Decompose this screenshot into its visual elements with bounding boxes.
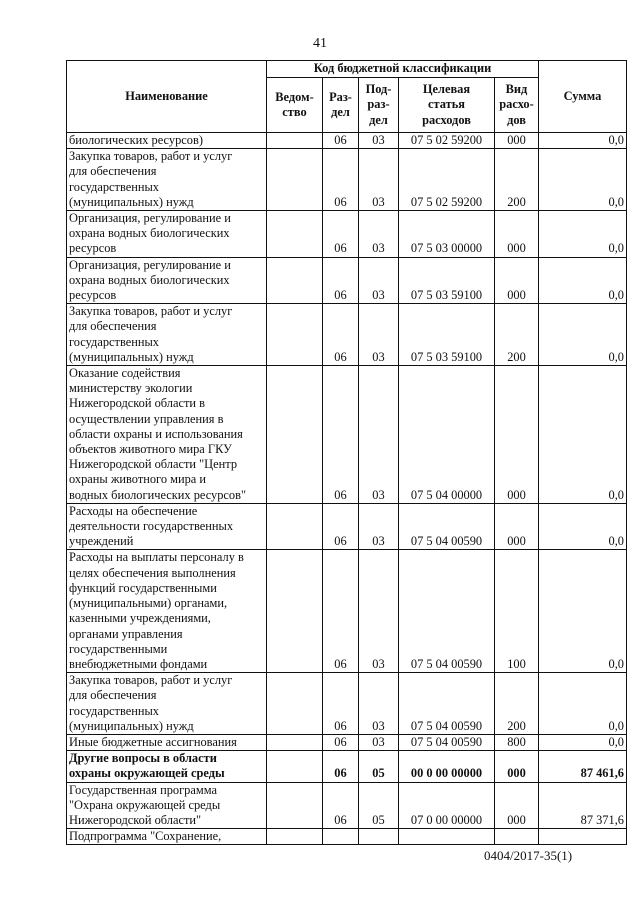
column-header-code-group: Код бюджетной классификации	[267, 61, 539, 78]
row-department	[267, 550, 323, 673]
row-amount: 0,0	[539, 211, 627, 258]
column-header-subsection: Под- раз- дел	[359, 78, 399, 133]
table-row-continuation	[67, 829, 627, 845]
row-section: 06	[323, 734, 359, 750]
row-target-item: 07 5 03 00000	[399, 211, 495, 258]
row-name: Закупка товаров, работ и услуг для обеспечения государственных (муниципальных) нужд	[67, 304, 267, 366]
row-section: 06	[323, 782, 359, 829]
table-row	[67, 751, 627, 782]
row-section: 06	[323, 133, 359, 149]
row-subsection	[359, 829, 399, 845]
row-target-item: 00 0 00 00000	[399, 751, 495, 782]
row-name: Расходы на выплаты персоналу в целях обеспечения выполнения функций государственными (муниципальными) органами, казенными учреждениями, органами управления государственными внебюджетными фондами	[67, 550, 267, 673]
row-expense-type: 000	[495, 257, 539, 304]
row-department	[267, 211, 323, 258]
table-row	[67, 366, 627, 504]
row-department	[267, 366, 323, 504]
row-amount: 0,0	[539, 550, 627, 673]
row-section: 06	[323, 751, 359, 782]
row-section: 06	[323, 503, 359, 550]
row-name: Оказание содействия министерству экологии Нижегородской области в осуществлении управления в области охраны и использования объектов животного мира ГКУ Нижегородской области "Центр охраны животного мира и водных биологических ресурсов"	[67, 366, 267, 504]
row-expense-type: 000	[495, 366, 539, 504]
row-expense-type: 800	[495, 734, 539, 750]
row-section	[323, 829, 359, 845]
row-expense-type: 000	[495, 133, 539, 149]
row-amount: 0,0	[539, 149, 627, 211]
row-department	[267, 133, 323, 149]
table-row	[67, 550, 627, 673]
row-subsection: 03	[359, 734, 399, 750]
budget-table	[66, 60, 627, 845]
row-expense-type: 000	[495, 751, 539, 782]
table-row	[67, 149, 627, 211]
row-name: Закупка товаров, работ и услуг для обеспечения государственных (муниципальных) нужд	[67, 149, 267, 211]
column-header-section: Раз- дел	[323, 78, 359, 133]
row-section: 06	[323, 211, 359, 258]
row-department	[267, 149, 323, 211]
row-amount: 87 461,6	[539, 751, 627, 782]
row-expense-type: 100	[495, 550, 539, 673]
row-target-item: 07 5 02 59200	[399, 149, 495, 211]
table-row	[67, 211, 627, 258]
row-amount: 0,0	[539, 133, 627, 149]
row-name: Подпрограмма "Сохранение,	[67, 829, 267, 845]
row-section: 06	[323, 257, 359, 304]
row-expense-type	[495, 829, 539, 845]
table-row	[67, 133, 627, 149]
row-target-item: 07 0 00 00000	[399, 782, 495, 829]
document-code: 0404/2017-35(1)	[484, 848, 573, 863]
row-section: 06	[323, 366, 359, 504]
row-amount	[539, 829, 627, 845]
row-subsection: 05	[359, 782, 399, 829]
row-amount: 0,0	[539, 304, 627, 366]
row-department	[267, 751, 323, 782]
row-expense-type: 200	[495, 673, 539, 735]
column-header-name: Наименование	[67, 61, 267, 133]
row-subsection: 03	[359, 550, 399, 673]
table-row	[67, 673, 627, 735]
table-row	[67, 257, 627, 304]
row-section: 06	[323, 550, 359, 673]
row-section: 06	[323, 673, 359, 735]
row-name: Другие вопросы в области охраны окружающей среды	[67, 751, 267, 782]
row-subsection: 03	[359, 366, 399, 504]
row-department	[267, 673, 323, 735]
row-name: Организация, регулирование и охрана водных биологических ресурсов	[67, 257, 267, 304]
row-subsection: 03	[359, 673, 399, 735]
row-expense-type: 000	[495, 782, 539, 829]
row-subsection: 05	[359, 751, 399, 782]
row-section: 06	[323, 304, 359, 366]
row-subsection: 03	[359, 503, 399, 550]
column-header-department: Ведом- ство	[267, 78, 323, 133]
row-section: 06	[323, 149, 359, 211]
table-row	[67, 503, 627, 550]
row-subsection: 03	[359, 211, 399, 258]
row-name: биологических ресурсов)	[67, 133, 267, 149]
row-name: Государственная программа "Охрана окружающей среды Нижегородской области"	[67, 782, 267, 829]
row-target-item: 07 5 04 00590	[399, 673, 495, 735]
row-department	[267, 257, 323, 304]
row-target-item	[399, 829, 495, 845]
row-expense-type: 000	[495, 503, 539, 550]
row-department	[267, 503, 323, 550]
row-name: Закупка товаров, работ и услуг для обеспечения государственных (муниципальных) нужд	[67, 673, 267, 735]
row-amount: 87 371,6	[539, 782, 627, 829]
page-number: 41	[313, 36, 327, 51]
row-target-item: 07 5 03 59100	[399, 304, 495, 366]
row-department	[267, 782, 323, 829]
row-expense-type: 200	[495, 149, 539, 211]
row-target-item: 07 5 04 00000	[399, 366, 495, 504]
row-target-item: 07 5 04 00590	[399, 550, 495, 673]
row-amount: 0,0	[539, 257, 627, 304]
table-row	[67, 304, 627, 366]
column-header-expense-type: Вид расхо- дов	[495, 78, 539, 133]
table-body	[67, 133, 627, 845]
row-department	[267, 829, 323, 845]
row-amount: 0,0	[539, 734, 627, 750]
row-target-item: 07 5 02 59200	[399, 133, 495, 149]
row-amount: 0,0	[539, 673, 627, 735]
row-name: Расходы на обеспечение деятельности государственных учреждений	[67, 503, 267, 550]
column-header-target-item: Целевая статья расходов	[399, 78, 495, 133]
row-department	[267, 304, 323, 366]
row-subsection: 03	[359, 257, 399, 304]
row-target-item: 07 5 04 00590	[399, 503, 495, 550]
row-expense-type: 000	[495, 211, 539, 258]
row-amount: 0,0	[539, 503, 627, 550]
row-name: Организация, регулирование и охрана водных биологических ресурсов	[67, 211, 267, 258]
row-subsection: 03	[359, 149, 399, 211]
row-department	[267, 734, 323, 750]
row-subsection: 03	[359, 304, 399, 366]
table-row	[67, 734, 627, 750]
row-expense-type: 200	[495, 304, 539, 366]
column-header-amount: Сумма	[539, 61, 627, 133]
row-subsection: 03	[359, 133, 399, 149]
table-row	[67, 782, 627, 829]
row-target-item: 07 5 04 00590	[399, 734, 495, 750]
row-name: Иные бюджетные ассигнования	[67, 734, 267, 750]
row-amount: 0,0	[539, 366, 627, 504]
row-target-item: 07 5 03 59100	[399, 257, 495, 304]
